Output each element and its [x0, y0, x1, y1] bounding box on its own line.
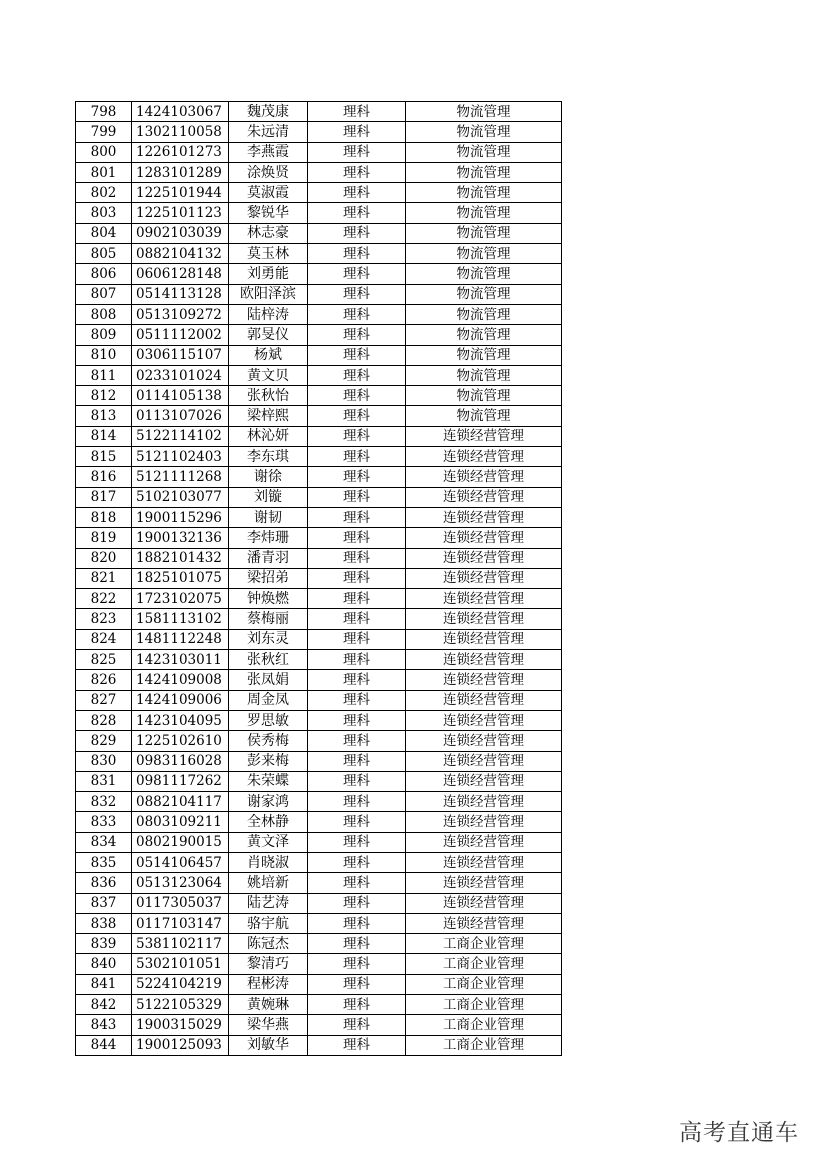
table-row: [76, 447, 562, 467]
row-number-cell: 805: [76, 244, 132, 264]
candidate-id-cell: 5122105329: [132, 995, 229, 1015]
subject-category-cell: 理科: [308, 710, 406, 730]
row-number-cell: 829: [76, 731, 132, 751]
table-row: [76, 122, 562, 142]
major-cell: 物流管理: [406, 284, 562, 304]
major-cell: 工商企业管理: [406, 995, 562, 1015]
table-row: [76, 893, 562, 913]
major-cell: 连锁经营管理: [406, 812, 562, 832]
major-cell: 连锁经营管理: [406, 792, 562, 812]
row-number-cell: 844: [76, 1035, 132, 1055]
student-name-cell: 刘东灵: [229, 629, 308, 649]
major-cell: 物流管理: [406, 386, 562, 406]
major-cell: 物流管理: [406, 183, 562, 203]
major-cell: 连锁经营管理: [406, 447, 562, 467]
table-row: [76, 913, 562, 933]
row-number-cell: 814: [76, 426, 132, 446]
student-name-cell: 谢徐: [229, 467, 308, 487]
subject-category-cell: 理科: [308, 304, 406, 324]
major-cell: 物流管理: [406, 162, 562, 182]
row-number-cell: 821: [76, 568, 132, 588]
student-name-cell: 张秋怡: [229, 386, 308, 406]
major-cell: 连锁经营管理: [406, 913, 562, 933]
table-row: [76, 142, 562, 162]
student-name-cell: 张秋红: [229, 650, 308, 670]
major-cell: 连锁经营管理: [406, 690, 562, 710]
major-cell: 连锁经营管理: [406, 751, 562, 771]
table-row: [76, 568, 562, 588]
row-number-cell: 823: [76, 609, 132, 629]
table-row: [76, 325, 562, 345]
major-cell: 物流管理: [406, 244, 562, 264]
major-cell: 连锁经营管理: [406, 467, 562, 487]
table-row: [76, 670, 562, 690]
table-row: [76, 203, 562, 223]
student-name-cell: 谢家鸿: [229, 792, 308, 812]
student-name-cell: 陆梓涛: [229, 304, 308, 324]
candidate-id-cell: 0902103039: [132, 223, 229, 243]
table-row: [76, 183, 562, 203]
table-row: [76, 548, 562, 568]
student-name-cell: 程彬涛: [229, 974, 308, 994]
candidate-id-cell: 5381102117: [132, 934, 229, 954]
candidate-id-cell: 0233101024: [132, 365, 229, 385]
candidate-id-cell: 0114105138: [132, 386, 229, 406]
candidate-id-cell: 0981117262: [132, 771, 229, 791]
subject-category-cell: 理科: [308, 122, 406, 142]
student-name-cell: 全林静: [229, 812, 308, 832]
table-row: [76, 974, 562, 994]
student-name-cell: 李炜珊: [229, 528, 308, 548]
row-number-cell: 840: [76, 954, 132, 974]
row-number-cell: 804: [76, 223, 132, 243]
row-number-cell: 837: [76, 893, 132, 913]
student-name-cell: 钟焕燃: [229, 589, 308, 609]
candidate-id-cell: 1225101123: [132, 203, 229, 223]
row-number-cell: 825: [76, 650, 132, 670]
subject-category-cell: 理科: [308, 954, 406, 974]
row-number-cell: 830: [76, 751, 132, 771]
major-cell: 连锁经营管理: [406, 852, 562, 872]
major-cell: 物流管理: [406, 365, 562, 385]
major-cell: 连锁经营管理: [406, 731, 562, 751]
major-cell: 物流管理: [406, 406, 562, 426]
major-cell: 物流管理: [406, 223, 562, 243]
subject-category-cell: 理科: [308, 365, 406, 385]
major-cell: 连锁经营管理: [406, 670, 562, 690]
subject-category-cell: 理科: [308, 1035, 406, 1055]
candidate-id-cell: 1900125093: [132, 1035, 229, 1055]
row-number-cell: 833: [76, 812, 132, 832]
student-name-cell: 黎清巧: [229, 954, 308, 974]
student-name-cell: 黄文泽: [229, 832, 308, 852]
subject-category-cell: 理科: [308, 731, 406, 751]
major-cell: 物流管理: [406, 325, 562, 345]
major-cell: 物流管理: [406, 142, 562, 162]
row-number-cell: 803: [76, 203, 132, 223]
major-cell: 工商企业管理: [406, 934, 562, 954]
major-cell: 连锁经营管理: [406, 426, 562, 446]
major-cell: 连锁经营管理: [406, 629, 562, 649]
row-number-cell: 834: [76, 832, 132, 852]
subject-category-cell: 理科: [308, 568, 406, 588]
subject-category-cell: 理科: [308, 284, 406, 304]
candidate-id-cell: 1225101944: [132, 183, 229, 203]
subject-category-cell: 理科: [308, 792, 406, 812]
row-number-cell: 836: [76, 873, 132, 893]
row-number-cell: 817: [76, 487, 132, 507]
student-name-cell: 刘敏华: [229, 1035, 308, 1055]
candidate-id-cell: 0113107026: [132, 406, 229, 426]
candidate-id-cell: 5121111268: [132, 467, 229, 487]
student-name-cell: 郭旻仪: [229, 325, 308, 345]
candidate-id-cell: 0803109211: [132, 812, 229, 832]
table-row: [76, 102, 562, 122]
row-number-cell: 815: [76, 447, 132, 467]
student-name-cell: 刘镟: [229, 487, 308, 507]
major-cell: 连锁经营管理: [406, 487, 562, 507]
subject-category-cell: 理科: [308, 974, 406, 994]
subject-category-cell: 理科: [308, 264, 406, 284]
subject-category-cell: 理科: [308, 487, 406, 507]
major-cell: 连锁经营管理: [406, 832, 562, 852]
major-cell: 物流管理: [406, 345, 562, 365]
candidate-id-cell: 5102103077: [132, 487, 229, 507]
candidate-id-cell: 0117305037: [132, 893, 229, 913]
subject-category-cell: 理科: [308, 934, 406, 954]
candidate-id-cell: 0511112002: [132, 325, 229, 345]
student-name-cell: 梁华燕: [229, 1015, 308, 1035]
student-name-cell: 彭来梅: [229, 751, 308, 771]
table-row: [76, 771, 562, 791]
table-row: [76, 507, 562, 527]
table-row: [76, 792, 562, 812]
row-number-cell: 816: [76, 467, 132, 487]
subject-category-cell: 理科: [308, 244, 406, 264]
table-row: [76, 426, 562, 446]
candidate-id-cell: 0882104117: [132, 792, 229, 812]
row-number-cell: 835: [76, 852, 132, 872]
candidate-id-cell: 0306115107: [132, 345, 229, 365]
table-row: [76, 731, 562, 751]
candidate-id-cell: 1825101075: [132, 568, 229, 588]
subject-category-cell: 理科: [308, 670, 406, 690]
candidate-id-cell: 1283101289: [132, 162, 229, 182]
candidate-id-cell: 1423104095: [132, 710, 229, 730]
student-name-cell: 梁招弟: [229, 568, 308, 588]
student-name-cell: 梁梓熙: [229, 406, 308, 426]
table-row: [76, 244, 562, 264]
row-number-cell: 831: [76, 771, 132, 791]
candidate-id-cell: 0117103147: [132, 913, 229, 933]
row-number-cell: 822: [76, 589, 132, 609]
row-number-cell: 820: [76, 548, 132, 568]
row-number-cell: 813: [76, 406, 132, 426]
table-row: [76, 304, 562, 324]
major-cell: 连锁经营管理: [406, 710, 562, 730]
table-row: [76, 629, 562, 649]
subject-category-cell: 理科: [308, 913, 406, 933]
student-name-cell: 张凤娟: [229, 670, 308, 690]
subject-category-cell: 理科: [308, 406, 406, 426]
table-row: [76, 751, 562, 771]
major-cell: 连锁经营管理: [406, 893, 562, 913]
table-row: [76, 264, 562, 284]
subject-category-cell: 理科: [308, 528, 406, 548]
subject-category-cell: 理科: [308, 162, 406, 182]
student-name-cell: 刘勇能: [229, 264, 308, 284]
row-number-cell: 828: [76, 710, 132, 730]
student-name-cell: 林沁妍: [229, 426, 308, 446]
row-number-cell: 812: [76, 386, 132, 406]
major-cell: 连锁经营管理: [406, 507, 562, 527]
major-cell: 物流管理: [406, 122, 562, 142]
row-number-cell: 824: [76, 629, 132, 649]
subject-category-cell: 理科: [308, 386, 406, 406]
table-row: [76, 954, 562, 974]
subject-category-cell: 理科: [308, 771, 406, 791]
row-number-cell: 806: [76, 264, 132, 284]
candidate-id-cell: 1226101273: [132, 142, 229, 162]
subject-category-cell: 理科: [308, 832, 406, 852]
subject-category-cell: 理科: [308, 548, 406, 568]
row-number-cell: 843: [76, 1015, 132, 1035]
row-number-cell: 798: [76, 102, 132, 122]
table-row: [76, 589, 562, 609]
row-number-cell: 842: [76, 995, 132, 1015]
student-name-cell: 侯秀梅: [229, 731, 308, 751]
candidate-id-cell: 1424109006: [132, 690, 229, 710]
subject-category-cell: 理科: [308, 325, 406, 345]
subject-category-cell: 理科: [308, 1015, 406, 1035]
table-row: [76, 710, 562, 730]
subject-category-cell: 理科: [308, 995, 406, 1015]
candidate-id-cell: 0514113128: [132, 284, 229, 304]
candidate-id-cell: 0882104132: [132, 244, 229, 264]
candidate-id-cell: 1225102610: [132, 731, 229, 751]
student-name-cell: 姚培新: [229, 873, 308, 893]
row-number-cell: 832: [76, 792, 132, 812]
table-row: [76, 386, 562, 406]
subject-category-cell: 理科: [308, 467, 406, 487]
row-number-cell: 807: [76, 284, 132, 304]
candidate-id-cell: 0983116028: [132, 751, 229, 771]
student-name-cell: 朱远清: [229, 122, 308, 142]
subject-category-cell: 理科: [308, 102, 406, 122]
candidate-id-cell: 5224104219: [132, 974, 229, 994]
candidate-id-cell: 0513123064: [132, 873, 229, 893]
student-name-cell: 魏茂康: [229, 102, 308, 122]
major-cell: 连锁经营管理: [406, 873, 562, 893]
student-name-cell: 潘青羽: [229, 548, 308, 568]
student-name-cell: 莫淑霞: [229, 183, 308, 203]
row-number-cell: 827: [76, 690, 132, 710]
major-cell: 物流管理: [406, 304, 562, 324]
table-row: [76, 934, 562, 954]
admission-roster-table: [75, 101, 562, 1056]
subject-category-cell: 理科: [308, 183, 406, 203]
table-row: [76, 406, 562, 426]
roster-body: [76, 102, 562, 1056]
table-row: [76, 487, 562, 507]
subject-category-cell: 理科: [308, 203, 406, 223]
subject-category-cell: 理科: [308, 629, 406, 649]
candidate-id-cell: 5302101051: [132, 954, 229, 974]
student-name-cell: 朱荣蝶: [229, 771, 308, 791]
table-row: [76, 284, 562, 304]
student-name-cell: 周金凤: [229, 690, 308, 710]
row-number-cell: 819: [76, 528, 132, 548]
major-cell: 连锁经营管理: [406, 548, 562, 568]
candidate-id-cell: 0606128148: [132, 264, 229, 284]
student-name-cell: 蔡梅丽: [229, 609, 308, 629]
student-name-cell: 李东琪: [229, 447, 308, 467]
table-row: [76, 873, 562, 893]
candidate-id-cell: 1723102075: [132, 589, 229, 609]
row-number-cell: 809: [76, 325, 132, 345]
watermark-text: 高考直通车: [679, 1120, 799, 1146]
row-number-cell: 810: [76, 345, 132, 365]
row-number-cell: 818: [76, 507, 132, 527]
subject-category-cell: 理科: [308, 589, 406, 609]
candidate-id-cell: 1423103011: [132, 650, 229, 670]
candidate-id-cell: 1424103067: [132, 102, 229, 122]
subject-category-cell: 理科: [308, 426, 406, 446]
major-cell: 连锁经营管理: [406, 589, 562, 609]
subject-category-cell: 理科: [308, 852, 406, 872]
student-name-cell: 黄文贝: [229, 365, 308, 385]
candidate-id-cell: 1581113102: [132, 609, 229, 629]
subject-category-cell: 理科: [308, 223, 406, 243]
table-row: [76, 690, 562, 710]
student-name-cell: 林志豪: [229, 223, 308, 243]
student-name-cell: 谢韧: [229, 507, 308, 527]
table-row: [76, 365, 562, 385]
row-number-cell: 811: [76, 365, 132, 385]
student-name-cell: 肖晓淑: [229, 852, 308, 872]
row-number-cell: 800: [76, 142, 132, 162]
row-number-cell: 801: [76, 162, 132, 182]
table-row: [76, 609, 562, 629]
table-row: [76, 223, 562, 243]
major-cell: 工商企业管理: [406, 954, 562, 974]
subject-category-cell: 理科: [308, 650, 406, 670]
candidate-id-cell: 5122114102: [132, 426, 229, 446]
subject-category-cell: 理科: [308, 609, 406, 629]
row-number-cell: 799: [76, 122, 132, 142]
candidate-id-cell: 1900132136: [132, 528, 229, 548]
major-cell: 连锁经营管理: [406, 609, 562, 629]
candidate-id-cell: 0513109272: [132, 304, 229, 324]
subject-category-cell: 理科: [308, 873, 406, 893]
subject-category-cell: 理科: [308, 507, 406, 527]
candidate-id-cell: 5121102403: [132, 447, 229, 467]
candidate-id-cell: 1900115296: [132, 507, 229, 527]
student-name-cell: 黎锐华: [229, 203, 308, 223]
table-row: [76, 1015, 562, 1035]
student-name-cell: 涂焕贤: [229, 162, 308, 182]
subject-category-cell: 理科: [308, 690, 406, 710]
major-cell: 工商企业管理: [406, 974, 562, 994]
candidate-id-cell: 1424109008: [132, 670, 229, 690]
subject-category-cell: 理科: [308, 893, 406, 913]
student-name-cell: 罗思敏: [229, 710, 308, 730]
major-cell: 连锁经营管理: [406, 771, 562, 791]
subject-category-cell: 理科: [308, 345, 406, 365]
student-name-cell: 黄婉琳: [229, 995, 308, 1015]
major-cell: 工商企业管理: [406, 1015, 562, 1035]
major-cell: 连锁经营管理: [406, 650, 562, 670]
subject-category-cell: 理科: [308, 142, 406, 162]
major-cell: 物流管理: [406, 264, 562, 284]
row-number-cell: 839: [76, 934, 132, 954]
table-row: [76, 345, 562, 365]
row-number-cell: 838: [76, 913, 132, 933]
table-row: [76, 528, 562, 548]
table-row: [76, 852, 562, 872]
student-name-cell: 莫玉林: [229, 244, 308, 264]
row-number-cell: 808: [76, 304, 132, 324]
subject-category-cell: 理科: [308, 812, 406, 832]
major-cell: 物流管理: [406, 102, 562, 122]
student-name-cell: 陆艺涛: [229, 893, 308, 913]
table-row: [76, 832, 562, 852]
student-name-cell: 李燕霞: [229, 142, 308, 162]
major-cell: 物流管理: [406, 203, 562, 223]
table-row: [76, 467, 562, 487]
candidate-id-cell: 1302110058: [132, 122, 229, 142]
major-cell: 工商企业管理: [406, 1035, 562, 1055]
major-cell: 连锁经营管理: [406, 528, 562, 548]
candidate-id-cell: 0514106457: [132, 852, 229, 872]
major-cell: 连锁经营管理: [406, 568, 562, 588]
table-row: [76, 995, 562, 1015]
table-row: [76, 1035, 562, 1055]
table-row: [76, 162, 562, 182]
candidate-id-cell: 1900315029: [132, 1015, 229, 1035]
row-number-cell: 826: [76, 670, 132, 690]
table-row: [76, 812, 562, 832]
subject-category-cell: 理科: [308, 751, 406, 771]
table-row: [76, 650, 562, 670]
candidate-id-cell: 0802190015: [132, 832, 229, 852]
student-name-cell: 欧阳泽滨: [229, 284, 308, 304]
student-name-cell: 陈冠杰: [229, 934, 308, 954]
row-number-cell: 802: [76, 183, 132, 203]
student-name-cell: 杨斌: [229, 345, 308, 365]
subject-category-cell: 理科: [308, 447, 406, 467]
candidate-id-cell: 1882101432: [132, 548, 229, 568]
candidate-id-cell: 1481112248: [132, 629, 229, 649]
student-name-cell: 骆宇航: [229, 913, 308, 933]
row-number-cell: 841: [76, 974, 132, 994]
